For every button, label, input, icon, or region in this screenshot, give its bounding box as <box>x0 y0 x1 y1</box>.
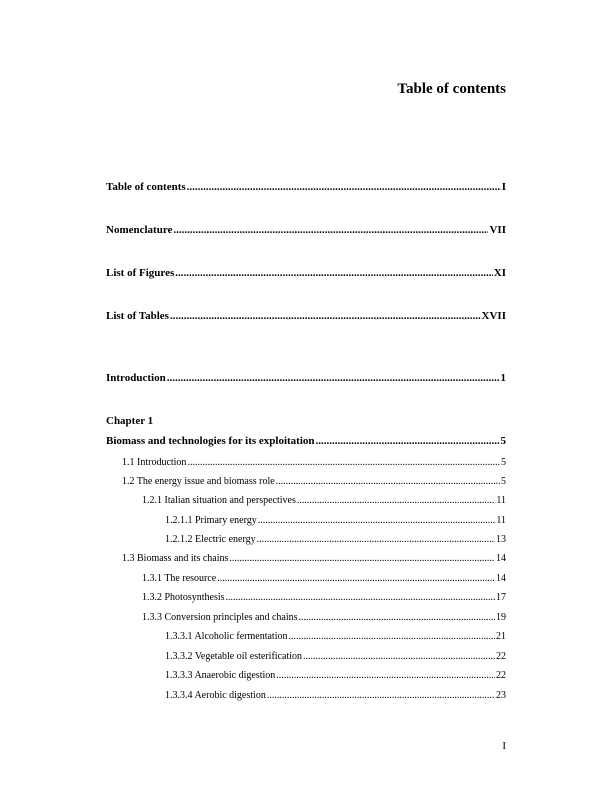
dot-leader <box>257 534 495 545</box>
dot-leader <box>303 651 495 662</box>
toc-entry-page: 21 <box>496 631 506 642</box>
toc-entry-page: 13 <box>496 534 506 545</box>
toc-entry-label: 1.3 Biomass and its chains <box>122 553 229 564</box>
page-title: Table of contents <box>397 81 506 97</box>
toc-entry-page: 11 <box>496 495 506 506</box>
toc-entry-page: XVII <box>481 310 506 322</box>
dot-leader <box>187 457 500 468</box>
toc-entry-page: 17 <box>496 592 506 603</box>
toc-entry-1-3[interactable] <box>122 553 506 564</box>
toc-entry-chapter-1[interactable] <box>106 435 506 447</box>
toc-entry-label: 1.2.1 Italian situation and perspectives <box>142 495 296 506</box>
toc-entry-table-of-contents[interactable] <box>106 181 506 193</box>
toc-entry-label: 1.3.2 Photosynthesis <box>142 592 225 603</box>
toc-entry-label: Nomenclature <box>106 224 173 236</box>
dot-leader <box>276 476 500 487</box>
toc-entry-1-2-1-1[interactable] <box>165 515 506 526</box>
dot-leader <box>276 670 495 681</box>
dot-leader <box>226 592 495 603</box>
toc-entry-label: 1.3.3 Conversion principles and chains <box>142 612 298 623</box>
toc-entry-label: 1.3.3.3 Anaerobic digestion <box>165 670 276 681</box>
dot-leader <box>217 573 495 584</box>
toc-entry-label: Table of contents <box>106 181 186 193</box>
toc-entry-label: 1.2.1.2 Electric energy <box>165 534 256 545</box>
toc-entry-page: I <box>501 181 506 193</box>
toc-entry-1-3-1[interactable] <box>142 573 506 584</box>
toc-entry-1-3-3-3[interactable] <box>165 670 506 681</box>
toc-entry-page: 11 <box>496 515 506 526</box>
toc-entry-page: 5 <box>501 476 506 487</box>
toc-entry-label: 1.1 Introduction <box>122 457 187 468</box>
dot-leader <box>288 631 495 642</box>
toc-entry-1-3-3-4[interactable] <box>165 690 506 701</box>
toc-entry-label: List of Tables <box>106 310 169 322</box>
dot-leader <box>267 690 495 701</box>
dot-leader <box>297 495 496 506</box>
toc-entry-page: 5 <box>501 457 506 468</box>
dot-leader <box>229 553 495 564</box>
toc-entry-page: 22 <box>496 651 506 662</box>
toc-entry-label: 1.3.3.2 Vegetable oil esterification <box>165 651 302 662</box>
toc-entry-1-3-3-2[interactable] <box>165 651 506 662</box>
toc-entry-1-3-3[interactable] <box>142 612 506 623</box>
dot-leader <box>170 310 481 322</box>
dot-leader <box>316 435 500 447</box>
toc-entry-label: List of Figures <box>106 267 175 279</box>
toc-entry-nomenclature[interactable] <box>106 224 506 236</box>
toc-entry-page: 14 <box>496 573 506 584</box>
toc-entry-1-2-1[interactable] <box>142 495 506 506</box>
toc-entry-label: Biomass and technologies for its exploitation <box>106 435 315 447</box>
dot-leader <box>187 181 501 193</box>
toc-entry-label: 1.3.1 The resource <box>142 573 217 584</box>
toc-entry-page: 22 <box>496 670 506 681</box>
dot-leader <box>173 224 488 236</box>
toc-entry-page: 23 <box>496 690 506 701</box>
toc-entry-label: 1.3.3.4 Aerobic digestion <box>165 690 266 701</box>
toc-entry-list-of-tables[interactable] <box>106 310 506 322</box>
toc-entry-page: XI <box>493 267 506 279</box>
toc-entry-page: 14 <box>496 553 506 564</box>
dot-leader <box>167 372 500 384</box>
toc-entry-page: VII <box>489 224 506 236</box>
toc-entry-introduction[interactable] <box>106 372 506 384</box>
toc-entry-label: 1.2 The energy issue and biomass role <box>122 476 275 487</box>
toc-entry-label: 1.3.3.1 Alcoholic fermentation <box>165 631 288 642</box>
dot-leader <box>175 267 493 279</box>
dot-leader <box>299 612 495 623</box>
toc-entry-page: 5 <box>500 435 506 447</box>
toc-entry-1-1[interactable] <box>122 457 506 468</box>
toc-entry-1-2-1-2[interactable] <box>165 534 506 545</box>
toc-entry-1-3-2[interactable] <box>142 592 506 603</box>
toc-entry-1-3-3-1[interactable] <box>165 631 506 642</box>
toc-entry-page: 19 <box>496 612 506 623</box>
toc-entry-1-2[interactable] <box>122 476 506 487</box>
toc-entry-label: 1.2.1.1 Primary energy <box>165 515 257 526</box>
page-number: I <box>502 740 506 752</box>
dot-leader <box>258 515 496 526</box>
toc-entry-label: Introduction <box>106 372 166 384</box>
toc-entry-list-of-figures[interactable] <box>106 267 506 279</box>
chapter-number-label: Chapter 1 <box>106 415 154 427</box>
toc-entry-page: 1 <box>500 372 506 384</box>
